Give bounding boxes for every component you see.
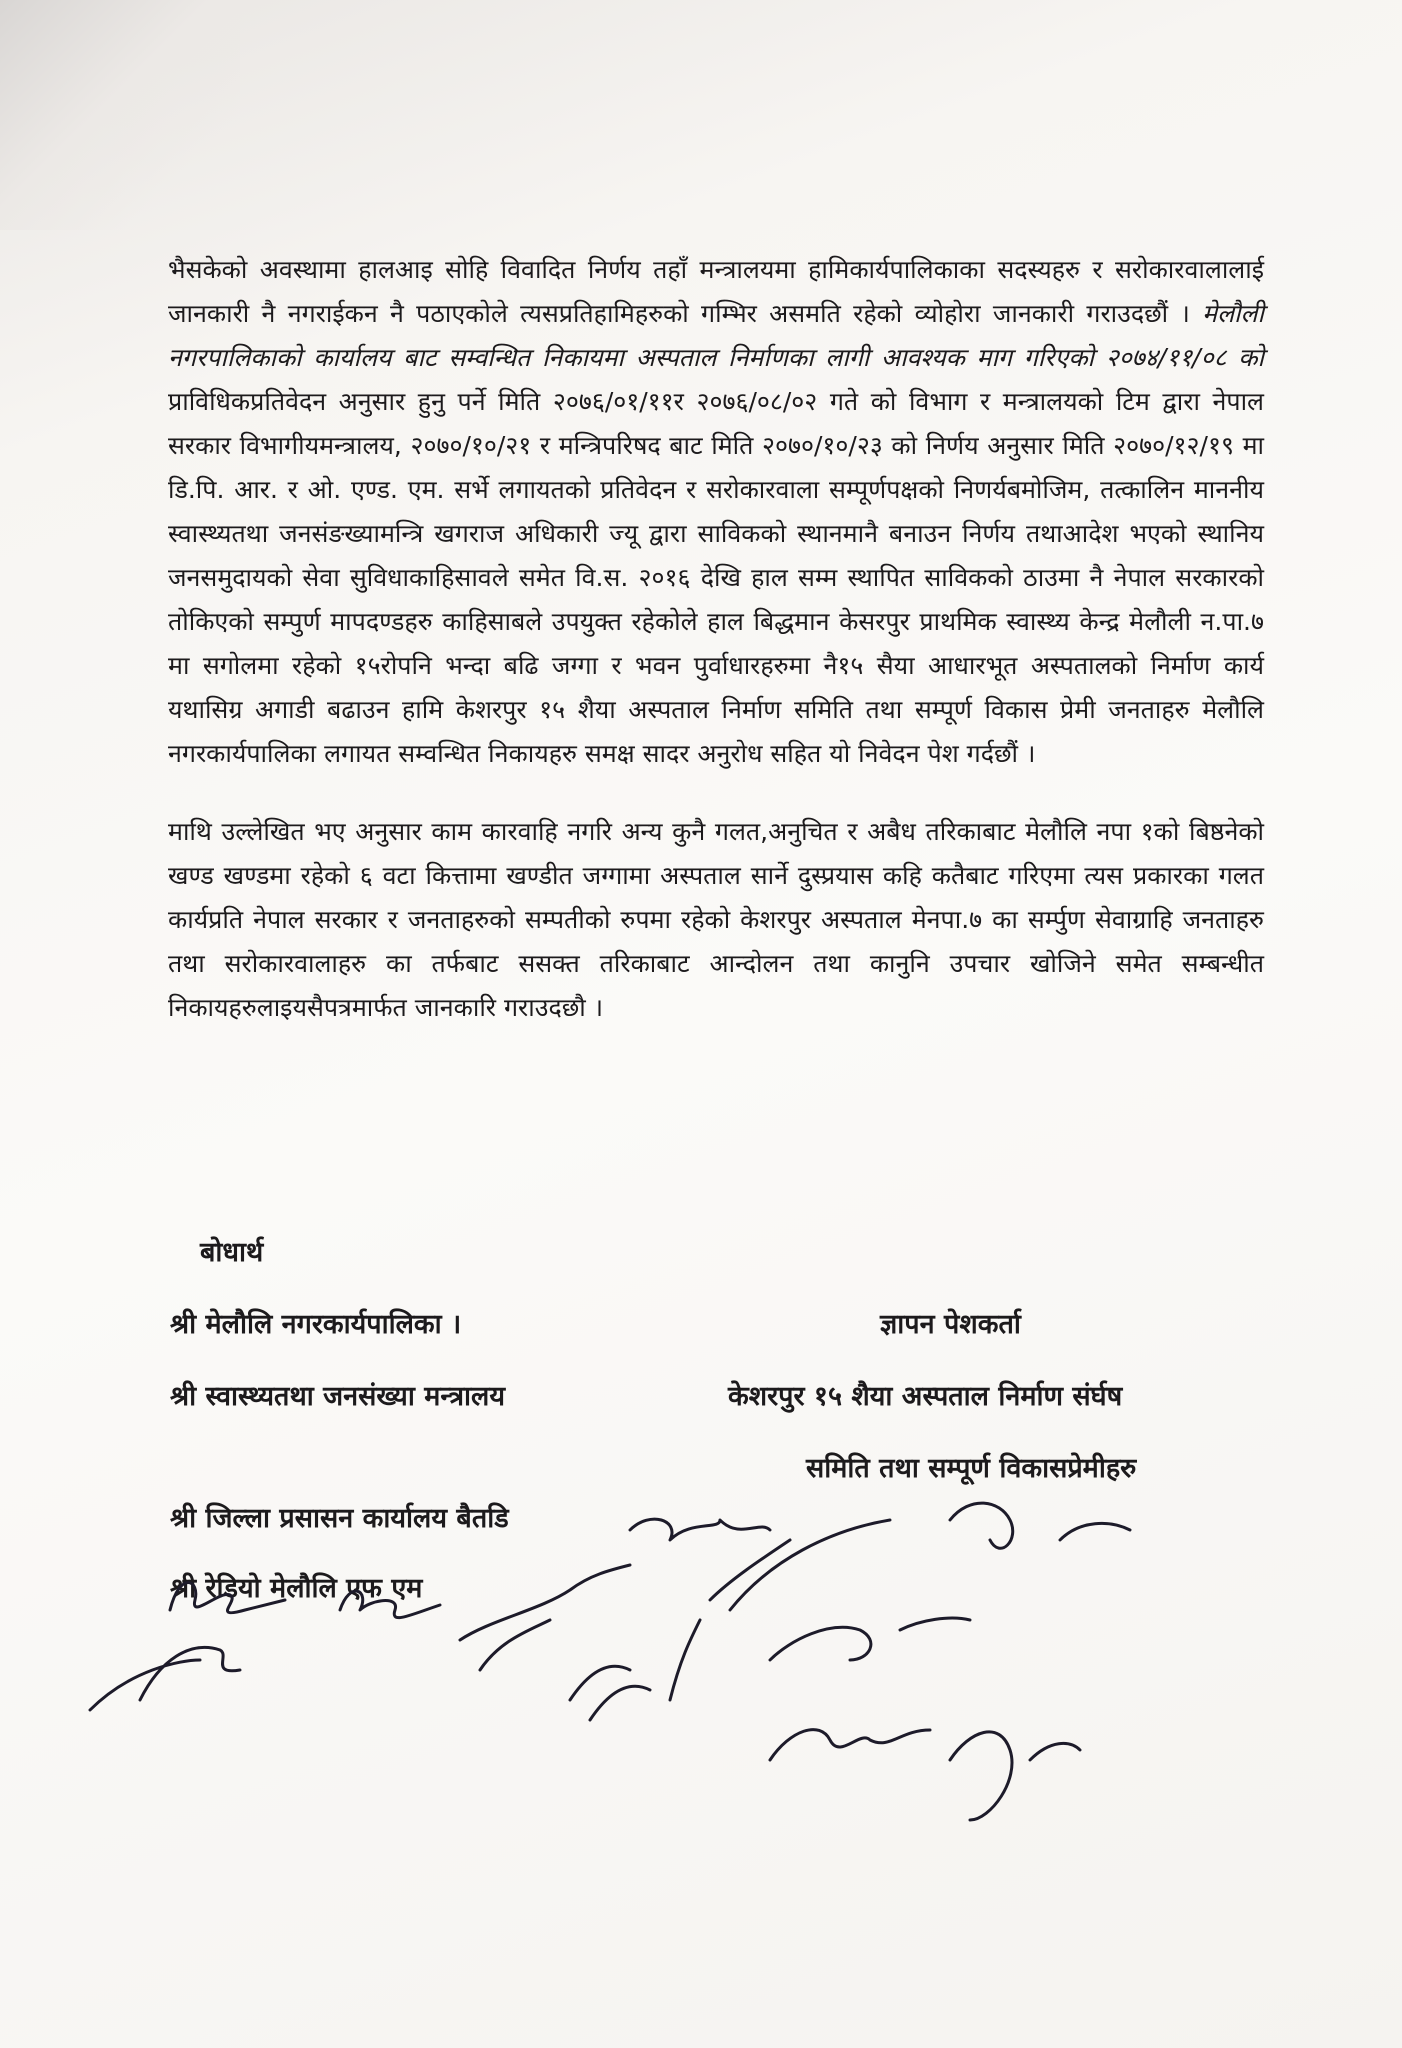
signatures-block	[70, 1500, 1170, 1880]
paragraph-2: माथि उल्लेखित भए अनुसार काम कारवाहि नगरि अन्य कुनै गलत,अनुचित र अबैध तरिकाबाट मेलौलि नपा १को बिष्ठनेको खण्ड खण्डमा रहेको ६ वटा कित्तामा खण्डीत जग्गामा अस्पताल सार्ने दुस्प्रयास कहि कतैबाट गरिएमा त्यस प्रकारका गलत कार्यप्रति नेपाल सरकार र जनताहरुको सम्पतीको रुपमा रहेको केशरपुर अस्पताल मेनपा.७ का सर्म्पुण सेवाग्राहि जनताहरु तथा सरोकारवालाहरु का तर्फबाट ससक्त तरिकाबाट आन्दोलन तथा कानुनि उपचार खोजिने समेत सम्बन्धीत निकायहरुलाइयसैपत्रमार्फत जानकारि गराउदछौ ।	[168, 817, 1264, 1022]
cc-heading: बोधार्थ	[200, 1237, 264, 1268]
signature-4	[460, 1565, 630, 1670]
signature-10	[950, 1732, 1080, 1820]
signature-6	[670, 1520, 890, 1700]
signature-2	[340, 1591, 440, 1618]
signature-8	[770, 1618, 970, 1660]
letter-body	[168, 248, 1264, 1030]
signature-9	[770, 1730, 930, 1760]
paragraph-1	[168, 248, 1264, 776]
p1-line-1: भैसकेको अवस्थामा हालआइ सोहि विवादित निर्णय तहाँ मन्त्रालयमा हामिकार्यपालिकाका सदस्यहरु र	[168, 255, 1103, 284]
submitter-line-2: समिति तथा सम्पूर्ण विकासप्रेमीहरु	[806, 1453, 1137, 1484]
page-fold-shadow	[0, 0, 240, 230]
submitter-line-1: केशरपुर १५ शैया अस्पताल निर्माण संर्घष	[728, 1381, 1123, 1412]
p1-remainder: प्राविधिकप्रतिवेदन अनुसार हुनु पर्ने मिति २०७६/०१/११र २०७६/०८/०२ गते को विभाग र मन्त्रालयको टिम द्वारा नेपाल सरकार विभागीयमन्त्रालय, २०७०/१०/२१ र मन्त्रिपरिषद बाट मिति २०७०/१०/२३ को निर्णय अनुसार मिति २०७०/१२/१९ मा डि.पि. आर. र ओ. एण्ड. एम. सर्भे लगायतको प्रतिवेदन र सरोकारवाला सम्पूर्णपक्षको निणर्यबमोजिम, तत्कालिन माननीय स्वास्थ्यतथा जनसंङख्यामन्त्रि खगराज अधिकारी ज्यू द्वारा साविकको स्थानमानै बनाउन निर्णय तथाआदेश भएको स्थानिय जनसमुदायको सेवा सुविधाकाहिसावले समेत वि.स. २०१६ देखि हाल सम्म स्थापित साविकको ठाउमा नै नेपाल सरकारको तोकिएको सम्पुर्ण मापदण्डहरु काहिसाबले उपयुक्त रहेकोले हाल बिद्धमान केसरपुर प्राथमिक स्वास्थ्य केन्द्र मेलौली न.पा.७ मा सगोलमा रहेको १५रोपनि भन्दा बढि जग्गा र भवन पुर्वाधारहरुमा नै१५ सैया आधारभूत अस्पतालको निर्माण कार्य यथासिग्र अगाडी बढाउन हामि केशरपुर १५ शैया अस्पताल निर्माण समिति तथा सम्पूर्ण विकास प्रेमी जनताहरु मेलौलि नगरकार्यपालिका लगायत सम्वन्धित निकायहरु समक्ष सादर अनुरोध सहित यो निवेदन पेश गर्दछौं ।	[168, 387, 1264, 768]
p1-line-3: व्योहोरा जानकारी गराउदछौं ।	[914, 299, 1190, 328]
p1-italic-phrase: मेलौली नगरपालिकाको कार्यालय बाट सम्वन्धित निकायमा अस्पताल निर्माणका लागी आवश्यक माग गरिएको २०७४/११/०८ को	[168, 299, 1264, 372]
cc-line-4: श्री रेडियो मेलौलि एफ एम	[170, 1573, 423, 1604]
signature-11	[570, 1666, 650, 1720]
cc-line-2: श्री स्वास्थ्यतथा जनसंख्या मन्त्रालय	[170, 1381, 506, 1412]
signature-3	[90, 1647, 240, 1710]
cc-line-1: श्री मेलौलि नगरकार्यपालिका ।	[170, 1309, 462, 1340]
handwritten-signatures	[70, 1500, 1170, 1880]
signature-5	[630, 1519, 770, 1540]
cc-line-3: श्री जिल्ला प्रसासन कार्यालय बैतडि	[170, 1503, 509, 1534]
signature-1	[170, 1583, 285, 1613]
submitter-heading: ज्ञापन पेशकर्ता	[880, 1309, 1021, 1340]
p1-line-2: सरोकारवालालाई जानकारी नै नगराईकन नै पठाएकोले त्यसप्रतिहामिहरुको गम्भिर असमति रहेको	[168, 255, 1265, 328]
signature-7	[950, 1503, 1130, 1548]
